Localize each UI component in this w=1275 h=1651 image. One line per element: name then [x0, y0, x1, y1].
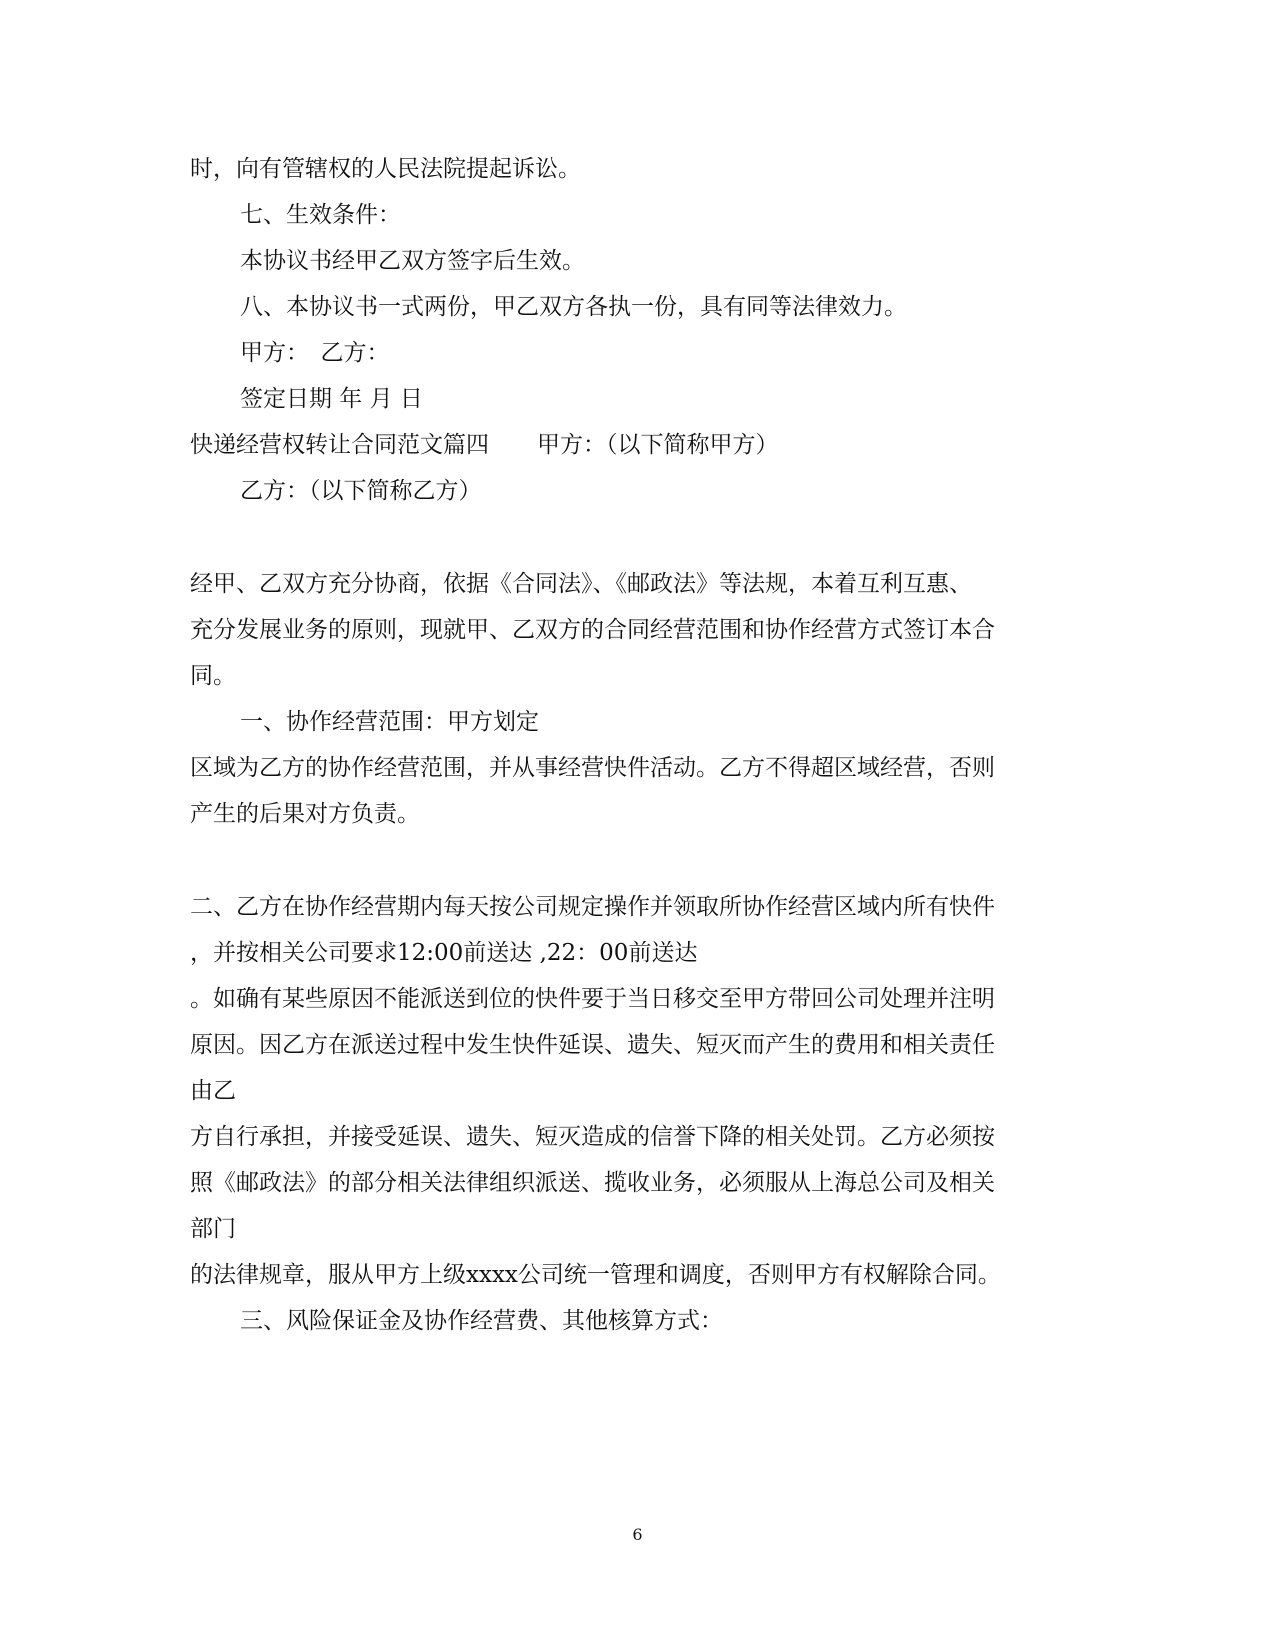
body-line: 部门 — [190, 1216, 236, 1242]
body-line: 时，向有管辖权的人民法院提起诉讼。 — [190, 156, 581, 182]
body-line: 原因。因乙方在派送过程中发生快件延误、遗失、短灭而产生的费用和相关责任 — [190, 1032, 995, 1058]
signature-parties: 甲方： 乙方： — [240, 340, 390, 366]
body-line: 的法律规章，服从甲方上级xxxx公司统一管理和调度，否则甲方有权解除合同。 — [190, 1262, 1001, 1288]
section-heading: 一、协作经营范围：甲方划定 — [240, 709, 539, 735]
body-line: 。如确有某些原因不能派送到位的快件要于当日移交至甲方带回公司处理并注明 — [190, 986, 995, 1012]
page-number: 6 — [632, 1525, 643, 1544]
contract-title-row — [190, 430, 779, 460]
body-line: 产生的后果对方负责。 — [190, 801, 420, 827]
body-line: 充分发展业务的原则，现就甲、乙双方的合同经营范围和协作经营方式签订本合 — [190, 617, 995, 643]
body-line: 照《邮政法》的部分相关法律组织派送、揽收业务，必须服从上海总公司及相关 — [190, 1170, 995, 1196]
body-line: 方自行承担，并接受延误、遗失、短灭造成的信誉下降的相关处罚。乙方必须按 — [190, 1124, 995, 1150]
body-line: ，并按相关公司要求12:00前送达 ,22：00前送达 — [190, 940, 698, 966]
section-heading: 七、生效条件： — [240, 202, 401, 228]
body-line: 由乙 — [190, 1078, 236, 1104]
party-a: 甲方：（以下简称甲方） — [537, 432, 779, 458]
section-heading: 三、风险保证金及协作经营费、其他核算方式： — [240, 1308, 723, 1334]
section-heading: 八、本协议书一式两份，甲乙双方各执一份，具有同等法律效力。 — [240, 294, 907, 320]
contract-title: 快递经营权转让合同范文篇四 — [190, 432, 489, 458]
body-line: 经甲、乙双方充分协商，依据《合同法》、《邮政法》等法规，本着互利互惠、 — [190, 571, 972, 597]
body-line: 区域为乙方的协作经营范围，并从事经营快件活动。乙方不得超区域经营，否则 — [190, 755, 995, 781]
body-line: 本协议书经甲乙双方签字后生效。 — [240, 248, 585, 274]
body-line: 同。 — [190, 663, 236, 689]
party-b: 乙方：（以下简称乙方） — [240, 478, 482, 504]
sign-date: 签定日期 年 月 日 — [240, 386, 423, 412]
section-heading: 二、乙方在协作经营期内每天按公司规定操作并领取所协作经营区域内所有快件 — [190, 894, 995, 920]
